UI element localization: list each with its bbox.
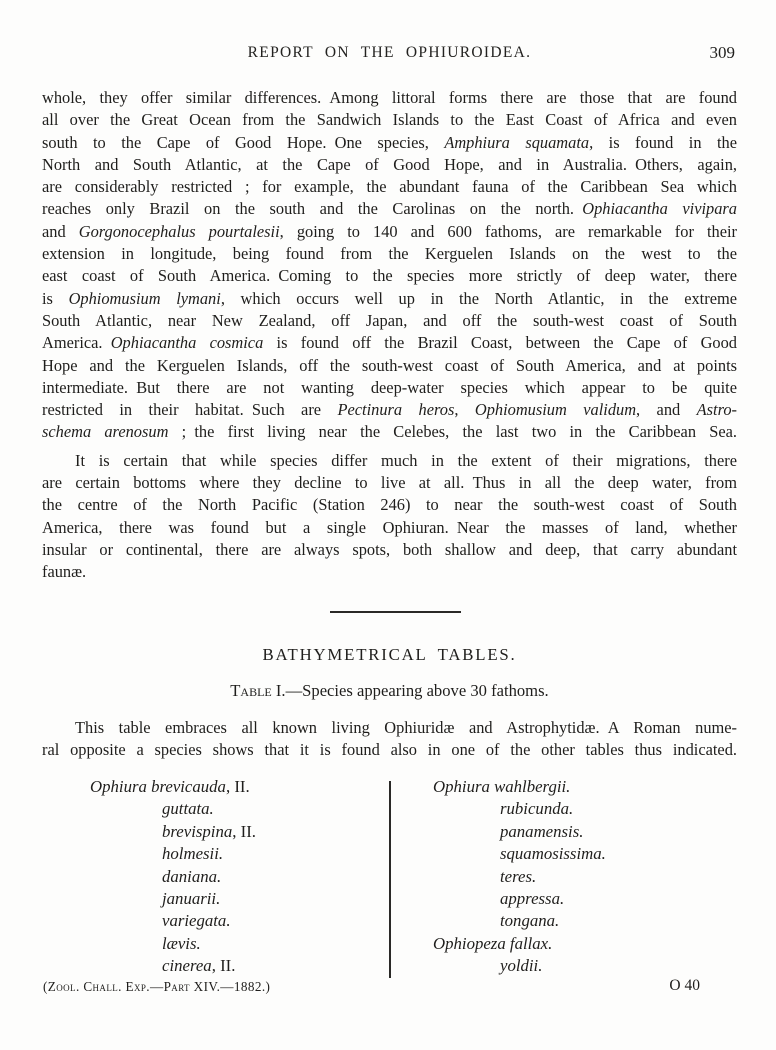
species-name-italic: lævis. (162, 933, 201, 953)
species-name-italic: rubicunda. (500, 799, 574, 819)
species-name-italic: Ophiopeza fallax. (433, 933, 553, 953)
species-name-italic: cinerea (162, 956, 212, 976)
text-line: North and South Atlantic, at the Cape of Good Hope, and in Australia. Others, again, (42, 154, 737, 174)
text-line: the centre of the North Pacific (Station 246) to near the south-west coast of South (42, 495, 737, 515)
species-name-italic: Astro- (696, 400, 737, 420)
species-name-italic: schema arenosum (42, 422, 169, 442)
species-entry (391, 888, 736, 910)
table-caption (42, 681, 737, 701)
species-entry (391, 843, 736, 865)
species-entry: cinerea, II. (162, 956, 236, 976)
species-name-italic: teres. (500, 866, 537, 886)
text-line: and Gorgonocephalus pourtalesii, going to 140 and 600 fathoms, are remarkable for their (42, 221, 738, 241)
species-table (0, 776, 776, 978)
paragraph-1 (42, 87, 737, 444)
species-name-italic: yoldii. (500, 956, 543, 976)
imprint: (Zool. Chall. Exp.—Part XIV.—1882.) (43, 979, 271, 994)
species-entry (42, 910, 382, 932)
species-name-italic: Ophiura wahlbergii. (433, 777, 571, 796)
text-line: reaches only Brazil on the south and the Carolinas on the north. Ophiacantha vivipara (42, 199, 738, 219)
species-name-italic: holmesii. (162, 844, 224, 864)
table-caption-label: Table (230, 681, 272, 700)
signature-mark: O 40 (669, 977, 700, 994)
species-name-italic: squamosissima. (500, 844, 606, 864)
species-entry (391, 798, 736, 820)
text-line: extension in longitude, being found from the Kerguelen Islands on the west to the (42, 244, 737, 264)
text-line: all over the Great Ocean from the Sandwich Islands to the East Coast of Africa and even (42, 110, 737, 130)
species-entry (42, 798, 382, 820)
species-name-italic: Ophiacantha cosmica (110, 333, 264, 353)
species-name-italic: Ophiomusium validum (474, 400, 637, 420)
species-entry (42, 843, 382, 865)
species-name-italic: Ophiura brevicauda (90, 777, 226, 796)
section-heading: BATHYMETRICAL TABLES. (262, 645, 517, 664)
species-name-italic: guttata. (162, 799, 214, 819)
body-text (42, 87, 737, 584)
species-name-italic: Ophiomusium lymani (68, 288, 221, 308)
page-footer (42, 977, 737, 999)
species-entry (391, 776, 736, 798)
text-line: ral opposite a species shows that it is found also in one of the other tables thus indicated. (42, 740, 737, 760)
species-name-italic: januarii. (162, 889, 221, 909)
species-entry (391, 910, 736, 932)
species-entry (391, 933, 736, 955)
species-name-italic: variegata. (162, 911, 231, 931)
text-line: America. Ophiacantha cosmica is found off the Brazil Coast, between the Cape of Good (42, 333, 737, 353)
text-line: south to the Cape of Good Hope. One species, Amphiura squamata, is found in the (42, 132, 738, 152)
table-intro-paragraph (42, 717, 737, 762)
text-line: South Atlantic, near New Zealand, off Japan, and off the south-west coast of South (42, 310, 737, 330)
species-name-italic: Gorgonocephalus pourtalesii (78, 221, 280, 241)
text-line: east coast of South America. Coming to the species more strictly of deep water, there (42, 266, 737, 286)
species-entry (391, 866, 736, 888)
text-line: is Ophiomusium lymani, which occurs well up in the North Atlantic, in the extreme (42, 288, 737, 308)
page-number: 309 (709, 43, 735, 62)
species-name-italic: daniana. (162, 866, 222, 886)
species-name-italic: tongana. (500, 911, 560, 931)
species-entry (42, 888, 382, 910)
text-line: restricted in their habitat. Such are Pectinura heros, Ophiomusium validum, and Astro- (42, 400, 737, 420)
species-name-italic: brevispina (162, 821, 233, 841)
species-column-right (391, 776, 736, 978)
species-name-italic: Ophiacantha vivipara (582, 199, 738, 219)
species-entry: brevispina, II. (162, 821, 256, 841)
species-entry (391, 821, 736, 843)
species-name-italic: appressa. (500, 889, 565, 909)
paragraph-2 (42, 450, 737, 584)
page-header (42, 44, 737, 64)
text-line: are certain bottoms where they decline to live at all. Thus in all the deep water, from (42, 473, 737, 493)
species-column-left (42, 776, 382, 978)
text-line: faunæ. (42, 562, 87, 582)
table-caption-text: I.—Species appearing above 30 fathoms. (271, 681, 549, 700)
text-line: It is certain that while species differ much in the extent of their migrations, there (75, 450, 737, 470)
text-line: are considerably restricted ; for example, the abundant fauna of the Caribbean Sea which (42, 177, 737, 197)
species-entry (42, 933, 382, 955)
running-title: REPORT ON THE OPHIUROIDEA. (247, 44, 532, 61)
species-name-italic: panamensis. (500, 821, 584, 841)
text-line: whole, they offer similar differences. Among littoral forms there are those that are found (42, 88, 737, 107)
species-entry (391, 955, 736, 977)
species-entry: Ophiura brevicauda, II. (90, 777, 250, 796)
text-line: Hope and the Kerguelen Islands, off the south-west coast of South America, and at points (42, 355, 737, 375)
text-line: This table embraces all known living Ophiuridæ and Astrophytidæ. A Roman nume- (75, 718, 737, 737)
text-line: schema arenosum ; the first living near the Celebes, the last two in the Caribbean Sea. (42, 422, 737, 442)
text-line: intermediate. But there are not wanting deep-water species which appear to be quite (42, 377, 737, 397)
species-name-italic: Pectinura heros (337, 400, 455, 420)
text-line: America, there was found but a single Ophiuran. Near the masses of land, whether (42, 517, 737, 537)
species-entry (42, 866, 382, 888)
text-line: insular or continental, there are always spots, both shallow and deep, that carry abundant (42, 539, 737, 559)
species-name-italic: Amphiura squamata (444, 132, 590, 152)
section-divider-rule (330, 611, 461, 613)
